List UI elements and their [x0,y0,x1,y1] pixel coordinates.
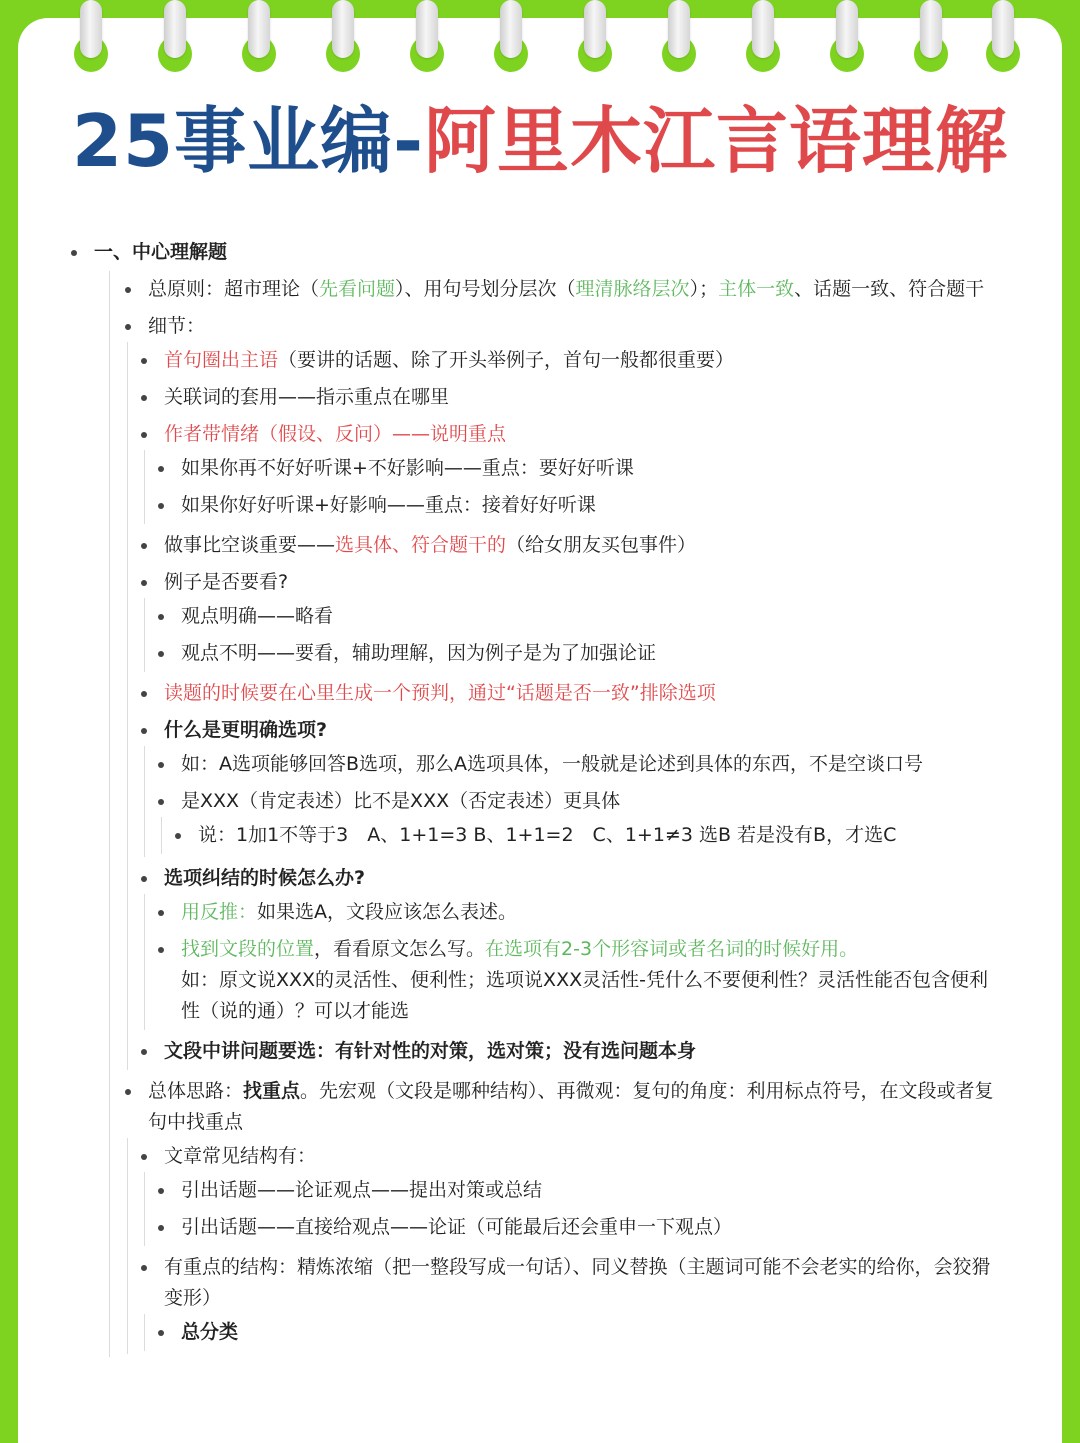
highlight-red: 首句圈出主语 [164,349,279,371]
text: 细节： [148,315,206,337]
title-subject: 阿里木江言语理解 [424,99,1009,183]
text: 如：原文说XXX的灵活性、便利性；选项说XXX灵活性-凭什么不要便利性？灵活性能否包含便利性（说的通）？可以才能选 [181,969,988,1022]
ring [662,0,696,80]
outline-level-4 [144,598,996,672]
text: 文章常见结构有： [164,1145,317,1167]
list-item [164,860,996,1033]
bold-text: 选项纠结的时候怎么办? [164,867,366,889]
list-item [181,1314,996,1351]
text: 引出话题——直接给观点——论证（可能最后还会重申一下观点） [181,1216,733,1238]
bold-text: 什么是更明确选项? [164,719,328,741]
text: 如：A选项能够回答B选项，那么A选项具体，一般就是论述到具体的东西，不是空谈口号 [181,753,924,775]
list-item [164,1138,996,1249]
list-item [181,487,996,524]
list-item [181,635,996,672]
text: （要讲的话题、除了开头举例子，首句一般都很重要） [278,349,735,371]
list-item [164,675,996,712]
text: 说：1加1不等于3 A、1+1=3 B、1+1=2 C、1+1≠3 选B 若是没有B，才选C [198,824,897,846]
list-item-principle [148,271,996,308]
highlight-green: 理清脉络层次 [575,278,690,300]
highlight-red: 选具体、符合题干的 [335,534,507,556]
ring [986,0,1020,80]
text: 观点不明——要看，辅助理解，因为例子是为了加强论证 [181,642,657,664]
text: 、话题一致、符合题干 [794,278,985,300]
section-heading: 一、中心理解题 [94,234,996,271]
list-item-approach [148,1073,996,1357]
list-item [181,746,996,783]
outline-level-4 [144,894,996,1030]
text: ，看看原文怎么写。 [314,938,486,960]
list-item [164,527,996,564]
text: 例子是否要看? [164,571,289,593]
title-prefix: 25事业编- [71,99,425,183]
ring [914,0,948,80]
text: （给女朋友买包事件） [506,534,697,556]
bold-text: 文段中讲问题要选：有针对性的对策，选对策；没有选问题本身 [164,1040,697,1062]
ring [326,0,360,80]
highlight-red: 作者带情绪（假设、反问）——说明重点 [164,423,507,445]
list-item [181,1172,996,1209]
list-item [164,416,996,527]
outline-level-4 [144,746,996,857]
text: 如果你再不好好听课+不好影响——重点：要好好听课 [181,457,634,479]
ring [746,0,780,80]
ring [74,0,108,80]
list-item [181,783,996,857]
highlight-green: 找到文段的位置 [181,938,315,960]
outline-level-4 [144,450,996,524]
outline [56,234,996,1357]
list-item [164,564,996,675]
highlight-green: 用反推： [181,901,258,923]
ring [830,0,864,80]
text: 引出话题——论证观点——提出对策或总结 [181,1179,543,1201]
list-item [198,817,996,854]
text: 关联词的套用——指示重点在哪里 [164,386,450,408]
outline-level-3 [127,1138,996,1354]
list-item [181,598,996,635]
outline-level-5 [161,817,996,854]
page-title [0,96,1080,186]
ring [578,0,612,80]
list-item [164,1033,996,1070]
ring [242,0,276,80]
notebook-rings [0,0,1080,80]
list-item [164,712,996,860]
highlight-green: 在选项有2-3个形容词或者名词的时候好用。 [485,938,859,960]
text: 如果选A，文段应该怎么表述。 [257,901,518,923]
list-item [181,450,996,487]
list-item [181,931,996,1030]
text: 总体思路： [148,1080,244,1102]
outline-level-1 [56,234,996,1357]
text: 观点明确——略看 [181,605,334,627]
highlight-green: 先看问题 [319,278,396,300]
outline-level-3 [127,342,996,1070]
text: 。先宏观（文段是哪种结构）、再微观：复句的角度：利用标点符号，在文段或者复句中找重点 [148,1080,994,1133]
highlight-red: 读题的时候要在心里生成一个预判，通过“话题是否一致”排除选项 [164,682,716,704]
text: ）； [689,278,719,300]
ring [410,0,444,80]
list-item [164,379,996,416]
list-item [181,1209,996,1246]
text: 是XXX（肯定表述）比不是XXX（否定表述）更具体 [181,790,621,812]
bold-text: 总分类 [181,1321,239,1343]
ring [158,0,192,80]
outline-level-4 [144,1314,996,1351]
text: 有重点的结构：精炼浓缩（把一整段写成一句话）、同义替换（主题词可能不会老实的给你，会狡猾变形） [164,1256,991,1309]
list-item [164,1249,996,1354]
outline-level-2 [109,271,996,1357]
text: 做事比空谈重要—— [164,534,336,556]
text: 总原则：超市理论（ [148,278,320,300]
text: 如果你好好听课+好影响——重点：接着好好听课 [181,494,596,516]
list-item [181,894,996,931]
list-item [164,342,996,379]
list-item-details [148,308,996,1073]
outline-level-4 [144,1172,996,1246]
text: ）、用句号划分层次（ [395,278,576,300]
bold-text: 找重点 [243,1080,301,1102]
highlight-green: 主体一致 [718,278,795,300]
ring [494,0,528,80]
